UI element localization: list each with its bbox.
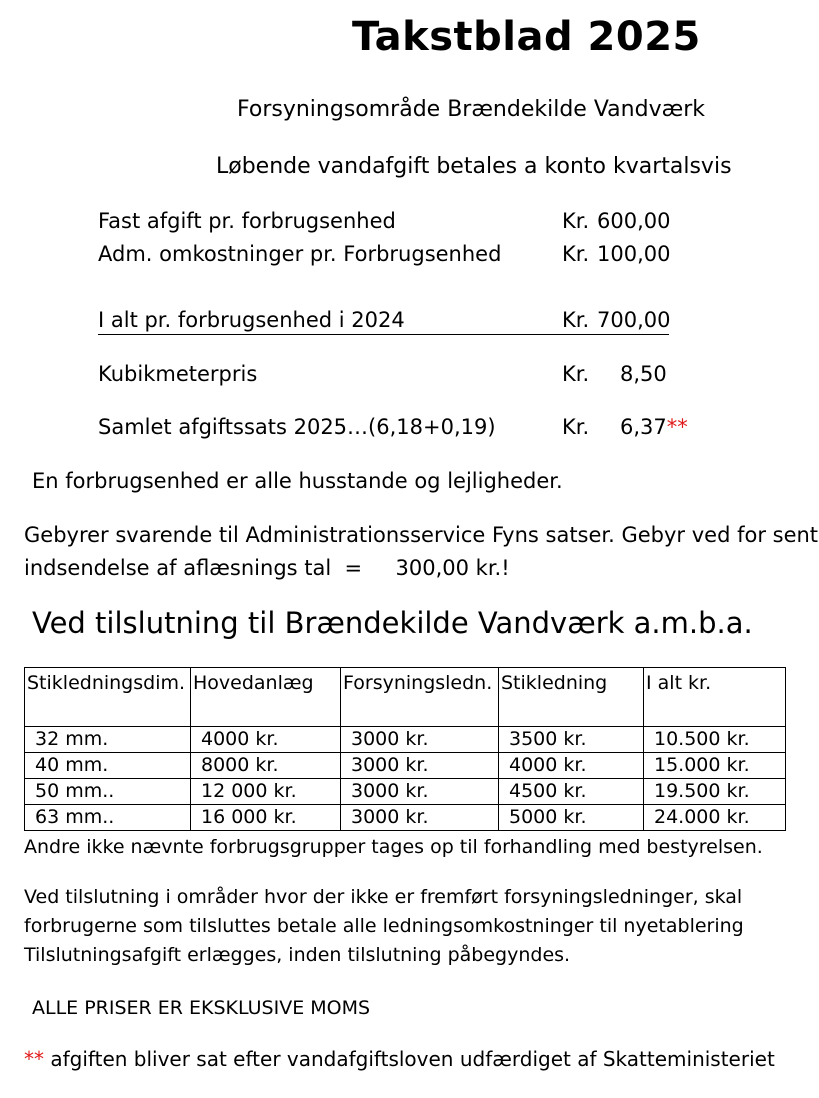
gebyr-line-2: indsendelse af aflæsnings tal = 300,00 kr.!	[24, 556, 510, 580]
table-cell: 3000 kr.	[341, 805, 499, 831]
table-cell: 24.000 kr.	[644, 805, 786, 831]
table-cell: 4000 kr.	[191, 727, 341, 753]
fee-label: Adm. omkostninger pr. Forbrugsenhed	[98, 242, 502, 266]
fee-amount: 100,00	[597, 242, 671, 266]
table-cell: 50 mm..	[25, 779, 191, 805]
payment-subtitle: Løbende vandafgift betales a konto kvartalsvis	[216, 154, 732, 179]
fee-label: Samlet afgiftssats 2025…(6,18+0,19)	[98, 415, 496, 439]
fee-row-total	[98, 308, 669, 335]
table-cell: 16 000 kr.	[191, 805, 341, 831]
fee-amount: 8,50	[620, 362, 667, 386]
fee-currency: Kr.	[562, 209, 590, 233]
table-header-cell: Stikledning	[499, 668, 644, 727]
table-cell: 4000 kr.	[499, 753, 644, 779]
table-row	[25, 779, 786, 805]
fee-label: I alt pr. forbrugsenhed i 2024	[98, 308, 405, 332]
table-cell: 3000 kr.	[341, 727, 499, 753]
fee-amount	[620, 415, 688, 439]
table-header-cell: Stikledningsdim.	[25, 668, 191, 727]
connection-note-line-3: Tilslutningsafgift erlægges, inden tilslutning påbegyndes.	[24, 944, 571, 966]
vat-notice: ALLE PRISER ER EKSKLUSIVE MOMS	[32, 997, 371, 1019]
table-cell: 63 mm..	[25, 805, 191, 831]
table-cell: 3500 kr.	[499, 727, 644, 753]
table-header-cell: Forsyningsledn.	[341, 668, 499, 727]
table-row	[25, 805, 786, 831]
fee-currency: Kr.	[562, 308, 590, 332]
table-cell: 40 mm.	[25, 753, 191, 779]
table-cell: 3000 kr.	[341, 753, 499, 779]
page-title: Takstblad 2025	[352, 14, 701, 60]
fee-amount-value: 6,37	[620, 415, 667, 439]
supply-area-subtitle: Forsyningsområde Brændekilde Vandværk	[237, 97, 705, 122]
fee-currency: Kr.	[562, 415, 590, 439]
table-header-row	[25, 668, 786, 727]
fee-label: Fast afgift pr. forbrugsenhed	[98, 209, 396, 233]
table-cell: 4500 kr.	[499, 779, 644, 805]
footnote-marker: **	[24, 1047, 44, 1071]
connection-heading: Ved tilslutning til Brændekilde Vandværk a.m.b.a.	[32, 606, 753, 640]
table-cell: 5000 kr.	[499, 805, 644, 831]
fee-label: Kubikmeterpris	[98, 362, 258, 386]
unit-definition: En forbrugsenhed er alle husstande og lejligheder.	[32, 469, 563, 493]
table-cell: 15.000 kr.	[644, 753, 786, 779]
connection-note-line-1: Ved tilslutning i områder hvor der ikke er fremført forsyningsledninger, skal	[24, 886, 743, 908]
table-cell: 32 mm.	[25, 727, 191, 753]
fee-currency: Kr.	[562, 242, 590, 266]
footnote	[24, 1047, 775, 1071]
footnote-text: afgiften bliver sat efter vandafgiftsloven udfærdiget af Skatteministeriet	[44, 1047, 775, 1071]
table-cell: 12 000 kr.	[191, 779, 341, 805]
footnote-marker: **	[666, 415, 688, 439]
gebyr-line-1: Gebyrer svarende til Administrationsservice Fyns satser. Gebyr ved for sent	[24, 523, 819, 547]
table-cell: 3000 kr.	[341, 779, 499, 805]
table-row	[25, 727, 786, 753]
table-header-cell: Hovedanlæg	[191, 668, 341, 727]
connection-note-line-2: forbrugerne som tilsluttes betale alle ledningsomkostninger til nyetablering	[24, 915, 744, 937]
table-header-cell: I alt kr.	[644, 668, 786, 727]
fee-amount: 700,00	[597, 308, 671, 332]
table-row	[25, 753, 786, 779]
fee-currency: Kr.	[562, 362, 590, 386]
table-cell: 19.500 kr.	[644, 779, 786, 805]
fee-amount: 600,00	[597, 209, 671, 233]
negotiation-note: Andre ikke nævnte forbrugsgrupper tages op til forhandling med bestyrelsen.	[24, 836, 763, 858]
table-cell: 10.500 kr.	[644, 727, 786, 753]
connection-fee-table	[24, 667, 786, 831]
table-cell: 8000 kr.	[191, 753, 341, 779]
